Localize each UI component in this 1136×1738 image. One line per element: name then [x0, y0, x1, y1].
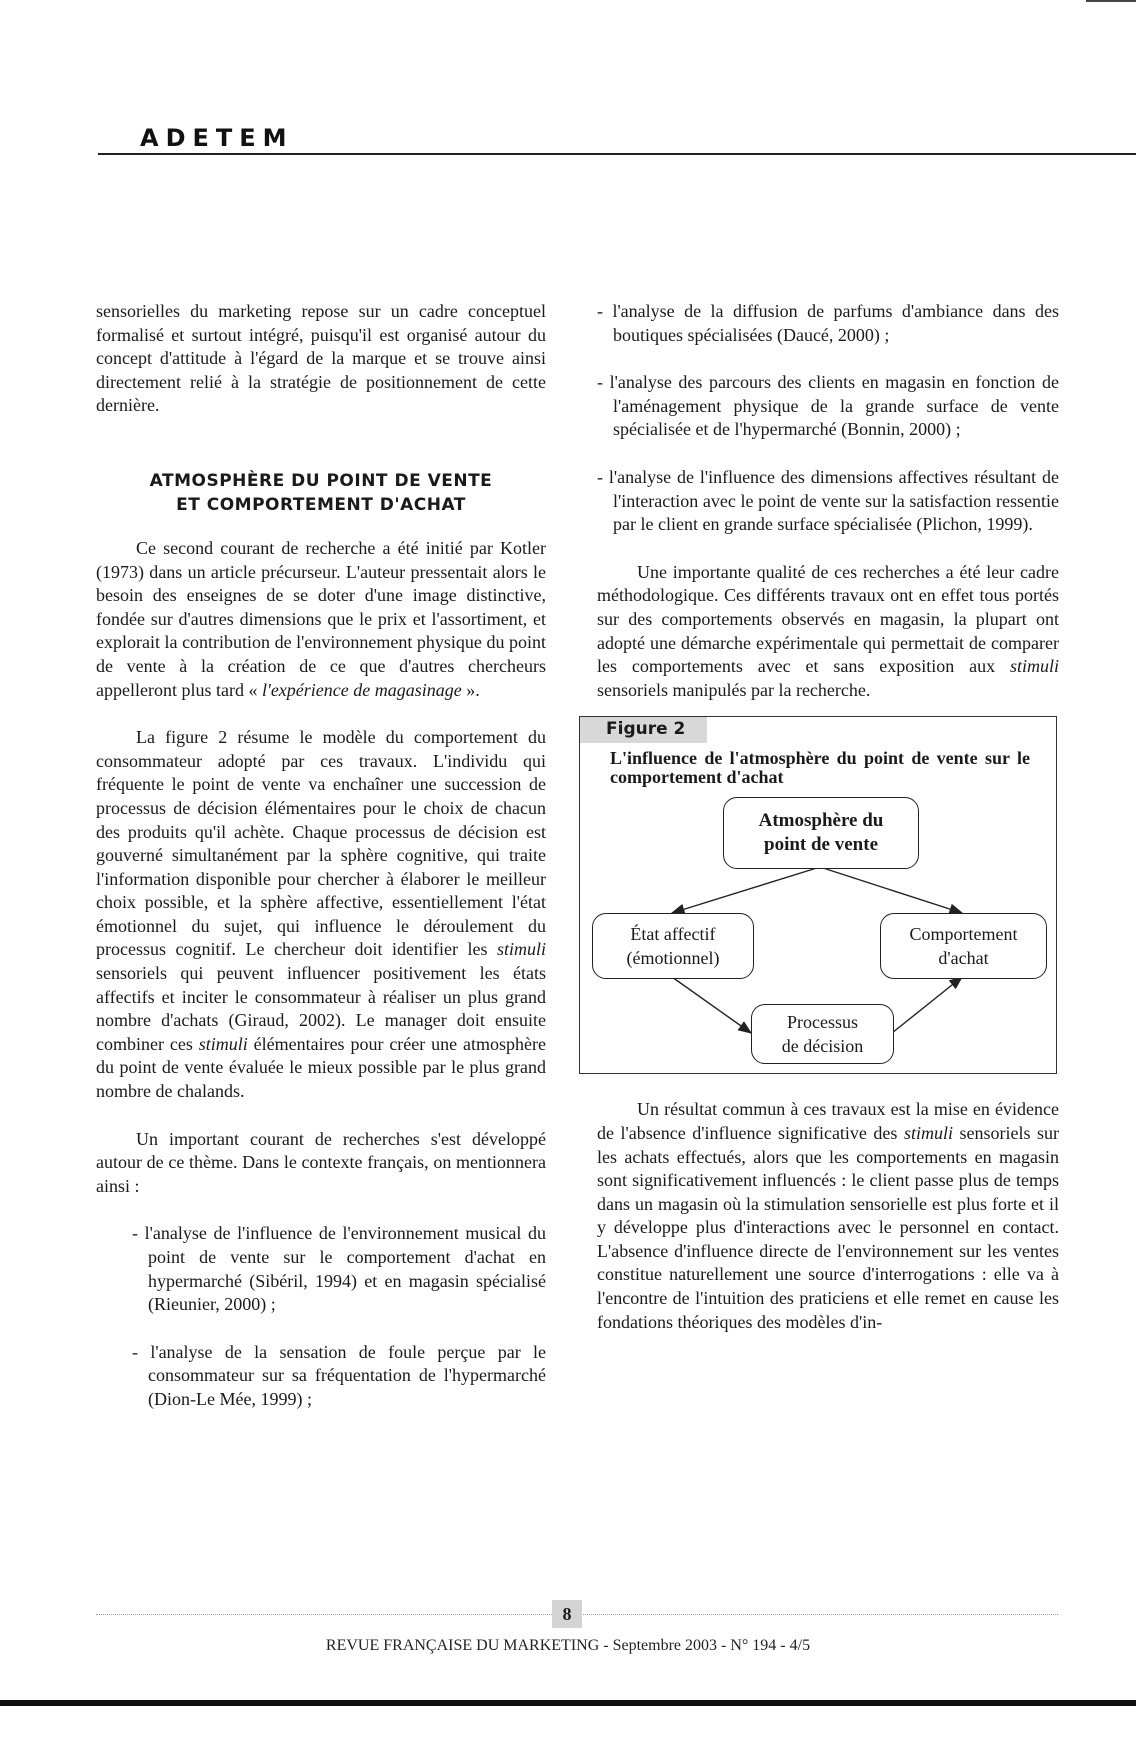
figure-2 — [579, 716, 1057, 1074]
arrow-affect-to-process — [672, 977, 751, 1033]
intro-paragraph: sensorielles du marketing repose sur un cadre conceptuel formalisé et surtout intégré, puisqu'il est organisé autour du concept d'attitude à l'égard de la marque et se trouve ainsi directement relié à la stratégie de positionnement de cette dernière. — [96, 301, 546, 416]
text-run: sensoriels manipulés par la recherche. — [597, 679, 871, 700]
left-column — [96, 300, 546, 1412]
node-line: point de vente — [764, 834, 878, 856]
paragraph-methodology — [597, 561, 1059, 703]
text-run: Une importante qualité de ces recherches a été leur cadre méthodologique. Ces différents travaux ont en effet tous portés sur des comportements observés en magasin, la plupart ont adopté une démarche expérimentale qui permettait de comparer les comportements avec et sans exposition aux — [597, 561, 1059, 677]
left-bullet-list — [96, 1222, 546, 1411]
section-title — [96, 469, 546, 517]
node-line: de décision — [781, 1036, 864, 1057]
node-decision-process — [751, 1004, 894, 1064]
node-store-atmosphere — [723, 797, 919, 869]
node-line: Processus — [786, 1012, 858, 1033]
italic-run: l'expérience de magasinage — [261, 679, 462, 700]
paragraph-research-stream: Un important courant de recherches s'est développé autour de ce thème. Dans le contexte français, on mentionnera ainsi : — [96, 1128, 546, 1196]
right-bullet-list — [597, 300, 1059, 537]
figure-label: Figure 2 — [580, 717, 707, 743]
arrow-atmosphere-to-affect — [672, 867, 820, 913]
text-run: Ce second courant de recherche a été initié par Kotler (1973) dans un article précurseur. L'auteur pressentait alors le besoin des enseignes de se doter d'une image distinctive, fondée sur d'autres dimensions que le prix et l'assortiment, et explorait la contribution de l'environnement physique du point de vente à la création de ce que d'autres chercheurs appelleront plus tard « — [96, 537, 546, 700]
list-item: - l'analyse de la diffusion de parfums d'ambiance dans des boutiques spécialisées (Daucé, 2000) ; — [597, 300, 1059, 347]
node-line: Comportement — [909, 924, 1018, 945]
list-item: - l'analyse de la sensation de foule perçue par le consommateur sur sa fréquentation de l'hypermarché (Dion-Le Mée, 1999) ; — [132, 1341, 546, 1412]
paragraph-common-result — [597, 1098, 1059, 1334]
node-line: d'achat — [938, 948, 989, 969]
text-run: Un résultat commun à ces travaux est la mise en évidence de l'absence d'influence significative des — [597, 1099, 1059, 1143]
italic-run: stimuli — [1009, 656, 1059, 677]
bottom-bar — [0, 1700, 1136, 1706]
journal-footer: REVUE FRANÇAISE DU MARKETING - Septembre 2003 - N° 194 - 4/5 — [325, 1637, 811, 1654]
journal-brand: ADETEM — [140, 124, 294, 152]
node-purchase-behavior — [880, 913, 1047, 979]
top-edge-mark — [1086, 0, 1136, 2]
list-item: - l'analyse des parcours des clients en magasin en fonction de l'aménagement physique de la grande surface de vente spécialisée et de l'hypermarché (Bonnin, 2000) ; — [597, 371, 1059, 442]
italic-run: stimuli — [903, 1122, 953, 1143]
node-affective-state — [592, 913, 754, 979]
italic-run: stimuli — [496, 939, 546, 960]
text-run: sensoriels sur les achats effectués, alors que les comportements en magasin sont significativement influencés : le client passe plus de temps dans un magasin où la stimulation sensorielle est plus forte et il y développe plus d'interactions avec le personnel en contact. L'absence d'influence directe de l'environnement sur les ventes constitue naturellement une source d'interrogations : elle va à l'encontre de l'intuition des praticiens et elle remet en cause les fondations théoriques des modèles d'in- — [597, 1122, 1059, 1332]
page-number: 8 — [552, 1600, 582, 1628]
figure-title: L'influence de l'atmosphère du point de vente sur le comportement d'achat — [610, 748, 1030, 788]
paragraph-figure-summary — [96, 726, 546, 1104]
node-line: (émotionnel) — [626, 948, 720, 969]
text-run: élémentaires pour créer une atmosphère du point de vente évaluée le mieux possible par le plus grand nombre de chalands. — [96, 1033, 546, 1102]
italic-run: stimuli — [198, 1033, 248, 1054]
arrow-process-to-behavior — [892, 977, 962, 1033]
text-run: ». — [461, 679, 480, 700]
node-line: État affectif — [630, 924, 716, 945]
text-run: La figure 2 résume le modèle du comportement du consommateur adopté par ces travaux. L'individu qui fréquente le point de vente va enchaîner une succession de processus de décision élémentaires pour le choix de chacun des produits qu'il achète. Chaque processus de décision est gouverné simultanément par la sphère cognitive, qui traite l'information disponible pour chercher à élaborer le meilleur choix possible, et la sphère affective, essentiellement l'état émotionnel du sujet, qui influence le déroulement du processus cognitif. Le chercheur doit identifier les — [96, 727, 546, 960]
text-run: sensoriels qui peuvent influencer positivement les états affectifs et inciter le consommateur à réaliser un plus grand nombre d'achats (Giraud, 2002). Le manager doit ensuite combiner ces — [96, 963, 546, 1054]
section-title-line-2: ET COMPORTEMENT D'ACHAT — [176, 494, 466, 515]
list-item: - l'analyse de l'influence des dimensions affectives résultant de l'interaction avec le point de vente sur la satisfaction ressentie par le client en grande surface spécialisée (Plichon, 1999). — [597, 466, 1059, 537]
node-line: Atmosphère du — [758, 810, 884, 832]
header-rule — [98, 153, 1136, 155]
paragraph-kotler — [96, 537, 546, 702]
arrow-atmosphere-to-behavior — [820, 867, 962, 913]
list-item: - l'analyse de l'influence de l'environnement musical du point de vente sur le comportement d'achat en hypermarché (Sibéril, 1994) et en magasin spécialisé (Rieunier, 2000) ; — [132, 1222, 546, 1316]
right-column — [597, 300, 1059, 1334]
section-title-line-1: ATMOSPHÈRE DU POINT DE VENTE — [149, 470, 493, 491]
